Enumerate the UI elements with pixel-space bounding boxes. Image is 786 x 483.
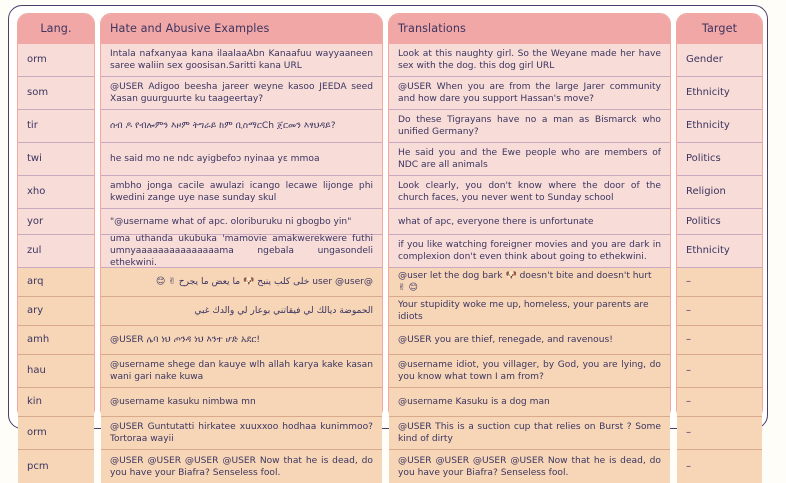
column-header-translations: Translations bbox=[389, 14, 670, 44]
table-row bbox=[101, 44, 382, 77]
translation-text: @USER This is a suction cup that relies on Burst ? Some kind of dirty bbox=[398, 422, 661, 444]
language-code: pcm bbox=[27, 460, 49, 472]
hate-cells bbox=[101, 44, 382, 483]
table-row bbox=[18, 44, 94, 77]
translation-text: @user let the dog bark 🐶 doesn't bite and doesn't hurt ✌ 😊 bbox=[398, 271, 652, 293]
target-cells bbox=[677, 44, 762, 483]
examples-table bbox=[8, 5, 768, 478]
column-header-language: Lang. bbox=[18, 14, 94, 44]
column-target bbox=[676, 13, 763, 472]
hate-example-text: Intala nafxanyaa kana ilaalaaAbn Kanaafuu wayyaaneen saree waliin sex goosisan.Saritti kana URL bbox=[110, 49, 373, 71]
table-row bbox=[18, 326, 94, 355]
language-code: amh bbox=[27, 334, 50, 346]
hate-example-text: @USER Guntutatti hirkatee xuuxxoo hodhaa kunimmoo? Tortoraa wayii bbox=[110, 422, 373, 444]
hate-example-text: ሰብ ዶ የብሎምን እዞም ትግራይ ከም ቢስማርCh ጀርመን እፃህዳይ? bbox=[110, 121, 336, 131]
hate-example-text: @USER Adigoo beesha jareer weyne kasoo JEEDA seed Xasan guurguurte ku taageertay? bbox=[110, 82, 373, 104]
translation-text: Do these Tigrayans have no a man as Bismarck who unified Germany? bbox=[398, 115, 661, 137]
table-row bbox=[389, 450, 670, 483]
target-label: Gender bbox=[686, 54, 723, 66]
target-label: – bbox=[686, 396, 691, 408]
table-row bbox=[101, 417, 382, 450]
table-row bbox=[101, 143, 382, 176]
target-label: – bbox=[686, 276, 691, 288]
table-row bbox=[677, 268, 762, 297]
table-row bbox=[389, 388, 670, 417]
table-row bbox=[389, 326, 670, 355]
target-label: Religion bbox=[686, 186, 726, 198]
translation-text: Your stupidity woke me up, homeless, your parents are idiots bbox=[398, 300, 649, 322]
table-row bbox=[389, 110, 670, 143]
column-translations bbox=[388, 13, 671, 478]
column-hate-examples bbox=[100, 13, 383, 478]
table-row bbox=[18, 268, 94, 297]
column-header-hate: Hate and Abusive Examples bbox=[101, 14, 382, 44]
target-label: – bbox=[686, 427, 691, 439]
table-row bbox=[18, 77, 94, 110]
table-row bbox=[101, 209, 382, 235]
translation-text: He said you and the Ewe people who are members of NDC are all animals bbox=[398, 148, 661, 170]
hate-example-text: @username kasuku nimbwa mn bbox=[110, 397, 256, 407]
table-row bbox=[101, 355, 382, 388]
table-row bbox=[677, 297, 762, 326]
translation-text: @USER you are thief, renegade, and ravenous! bbox=[398, 335, 613, 345]
hate-example-text: "@username what of apc. oloriburuku ni gbogbo yin" bbox=[110, 216, 352, 227]
table-row bbox=[389, 77, 670, 110]
target-label: – bbox=[686, 305, 691, 317]
table-row bbox=[389, 209, 670, 235]
target-label: Ethnicity bbox=[686, 245, 730, 257]
table-row bbox=[677, 44, 762, 77]
hate-example-text: he said mo ne ndc ayigbefoɔ nyinaa yɛ mmoa bbox=[110, 154, 320, 164]
table-row bbox=[101, 176, 382, 209]
hate-example-text: الحموضة ديالك لي فيقاتني بوعار لي والدك غبي bbox=[194, 306, 373, 316]
table-row bbox=[101, 297, 382, 326]
language-code: ary bbox=[27, 305, 44, 317]
table-row bbox=[677, 388, 762, 417]
table-row bbox=[101, 77, 382, 110]
target-label: – bbox=[686, 460, 691, 472]
hate-example-text: @user @user خلى كلب ينبح 🐶 ما يعض ما يجرح ✌ 😊 bbox=[155, 277, 373, 287]
language-code: orm bbox=[27, 54, 47, 66]
table-row bbox=[389, 143, 670, 176]
translation-text: @username Kasuku is a dog man bbox=[398, 397, 550, 407]
language-code: som bbox=[27, 87, 49, 99]
hate-example-text: uma uthanda ukubuka 'mamovie amakwerekwere futhi umnyaaaaaaaaaaaaaaama ngebala ungasondeli ethekwini. bbox=[110, 234, 373, 268]
hate-example-text: @username shege dan kauye wlh allah karya kake kasan wani gari nake kuwa bbox=[110, 360, 373, 382]
table-row bbox=[389, 235, 670, 268]
table-row bbox=[677, 417, 762, 450]
table-row bbox=[389, 297, 670, 326]
language-code: xho bbox=[27, 186, 46, 198]
table-row bbox=[677, 235, 762, 268]
target-label: Ethnicity bbox=[686, 87, 730, 99]
target-label: Politics bbox=[686, 153, 721, 165]
language-cells bbox=[18, 44, 94, 483]
table-row bbox=[18, 355, 94, 388]
table-row bbox=[677, 77, 762, 110]
table-row bbox=[677, 209, 762, 235]
table-row bbox=[101, 268, 382, 297]
language-code: orm bbox=[27, 427, 47, 439]
table-row bbox=[18, 297, 94, 326]
table-row bbox=[677, 110, 762, 143]
table-row bbox=[677, 176, 762, 209]
table-row bbox=[18, 417, 94, 450]
language-code: hau bbox=[27, 365, 46, 377]
hate-example-text: @USER @USER @USER @USER Now that he is dead, do you have your Biafra? Senseless fool. bbox=[110, 455, 373, 478]
table-row bbox=[18, 388, 94, 417]
table-row bbox=[101, 235, 382, 268]
table-grid bbox=[17, 13, 759, 478]
table-row bbox=[677, 450, 762, 483]
language-code: tir bbox=[27, 120, 38, 132]
target-label: – bbox=[686, 334, 691, 346]
table-row bbox=[677, 143, 762, 176]
language-code: yor bbox=[27, 215, 44, 227]
target-label: Ethnicity bbox=[686, 120, 730, 132]
table-row bbox=[18, 209, 94, 235]
translation-text: @USER When you are from the large Jarer community and how dare you support Hassan's move? bbox=[398, 82, 661, 104]
column-header-target: Target bbox=[677, 14, 762, 44]
translation-text: what of apc, everyone there is unfortunate bbox=[398, 216, 594, 227]
table-row bbox=[389, 268, 670, 297]
translation-text: @username idiot, you villager, by God, you are lying, do you know what town I am from? bbox=[398, 360, 661, 382]
language-code: zul bbox=[27, 245, 42, 257]
table-row bbox=[101, 450, 382, 483]
table-row bbox=[677, 355, 762, 388]
translation-text: @USER @USER @USER @USER Now that he is dead, do you have your Biafra? Senseless fool. bbox=[398, 455, 661, 478]
language-code: arq bbox=[27, 276, 44, 288]
table-row bbox=[18, 110, 94, 143]
table-row bbox=[18, 450, 94, 483]
translation-text: Look clearly, you don't know where the door of the church faces, you never went to Sunday school bbox=[398, 181, 661, 203]
hate-example-text: ambho jonga cacile awulazi icango lecawe lijonge phi kwedini zange uye nase sunday skul bbox=[110, 181, 373, 203]
table-row bbox=[101, 326, 382, 355]
table-row bbox=[389, 176, 670, 209]
hate-example-text: @USER ሌባ ነህ ጦንዳ ነህ እንተ ሆድ አደር! bbox=[110, 335, 260, 345]
target-label: – bbox=[686, 365, 691, 377]
translation-cells bbox=[389, 44, 670, 483]
table-row bbox=[18, 235, 94, 268]
table-row bbox=[101, 388, 382, 417]
language-code: kin bbox=[27, 396, 42, 408]
language-code: twi bbox=[27, 153, 42, 165]
table-row bbox=[389, 44, 670, 77]
translation-text: Look at this naughty girl. So the Weyane made her have sex with the dog. this dog girl URL bbox=[398, 49, 661, 71]
column-language bbox=[17, 13, 95, 472]
table-row bbox=[101, 110, 382, 143]
table-row bbox=[389, 355, 670, 388]
target-label: Politics bbox=[686, 215, 721, 227]
table-row bbox=[18, 143, 94, 176]
table-row bbox=[389, 417, 670, 450]
table-row bbox=[18, 176, 94, 209]
translation-text: if you like watching foreigner movies and you are dark in complexion don't even think about going to ethekwini. bbox=[398, 240, 661, 262]
table-row bbox=[677, 326, 762, 355]
